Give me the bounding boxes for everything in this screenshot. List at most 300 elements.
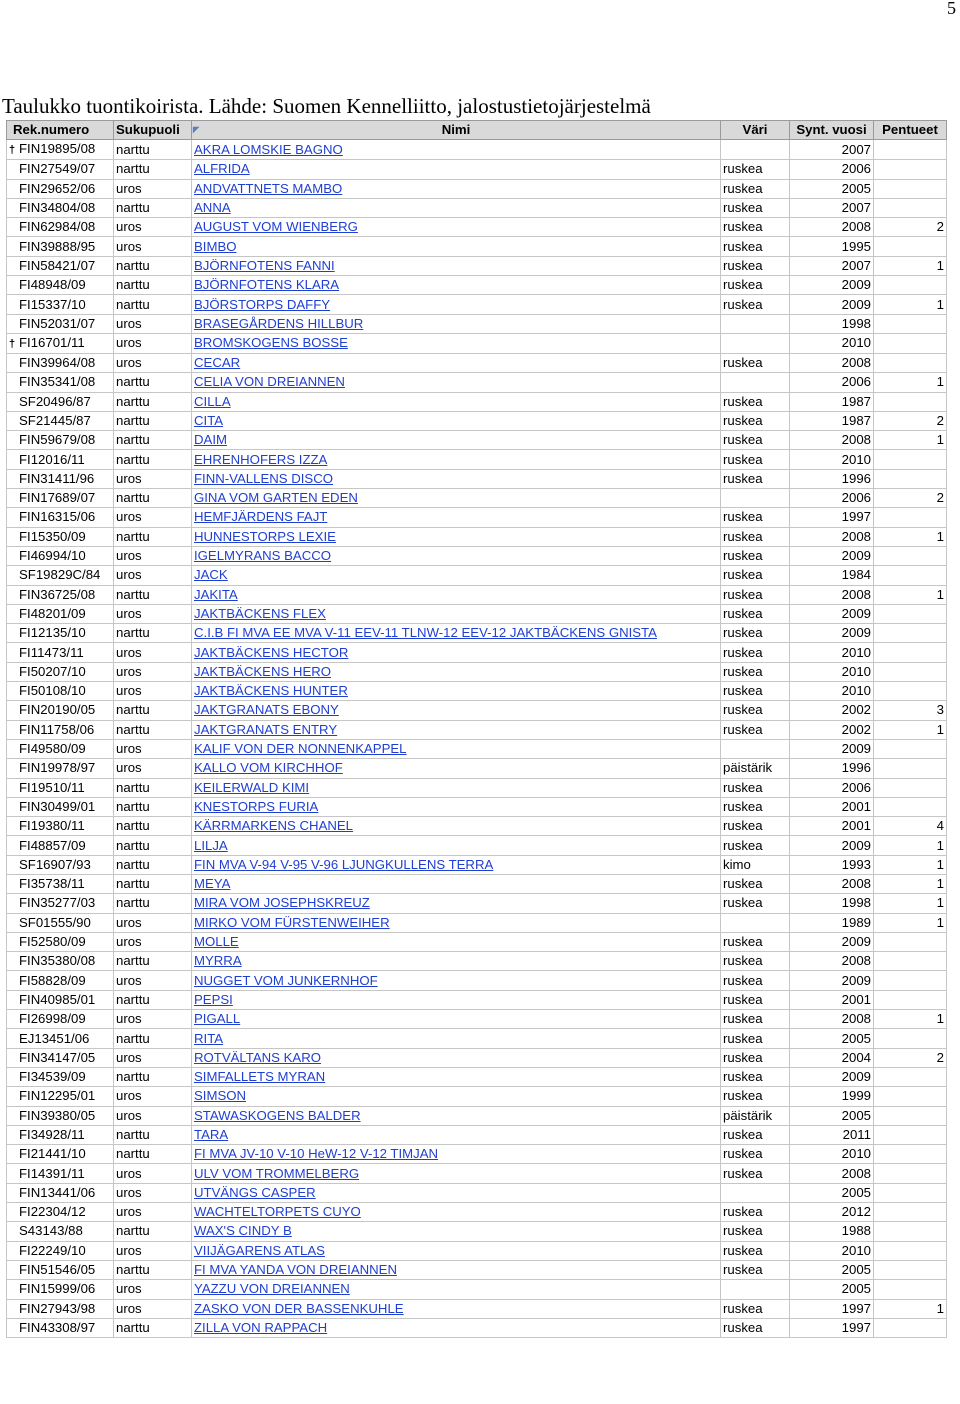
table-row	[7, 1203, 947, 1222]
reg-number-text: FI22249/10	[19, 1242, 86, 1258]
table-row	[7, 971, 947, 990]
reg-number-text: FIN34804/08	[19, 200, 96, 216]
cell-birth-year: 2009	[790, 932, 874, 951]
reg-number-text: FI15337/10	[19, 296, 86, 312]
cell-sex: narttu	[114, 855, 192, 874]
cell-reg-number	[7, 759, 114, 778]
cell-dog-name-link[interactable]: BJÖRNFOTENS KLARA	[192, 276, 721, 295]
cell-reg-number	[7, 624, 114, 643]
cell-litters	[874, 990, 947, 1009]
cell-sex: narttu	[114, 411, 192, 430]
cell-dog-name-link[interactable]: ZASKO VON DER BASSENKUHLE	[192, 1299, 721, 1318]
table-row	[7, 604, 947, 623]
cell-reg-number	[7, 739, 114, 758]
cell-sex: narttu	[114, 778, 192, 797]
cell-color: ruskea	[721, 469, 790, 488]
cell-color	[721, 314, 790, 333]
cell-reg-number	[7, 1145, 114, 1164]
reg-number-text: FIN31411/96	[19, 470, 95, 486]
cell-dog-name-link[interactable]: EHRENHOFERS IZZA	[192, 450, 721, 469]
cell-color: ruskea	[721, 1203, 790, 1222]
cell-color: ruskea	[721, 971, 790, 990]
reg-number-text: FIN59679/08	[19, 432, 96, 448]
table-row	[7, 682, 947, 701]
cell-birth-year: 2007	[790, 198, 874, 217]
cell-dog-name-link[interactable]: BRASEGÅRDENS HILLBUR	[192, 314, 721, 333]
cell-color	[721, 739, 790, 758]
cell-birth-year: 2009	[790, 295, 874, 314]
cell-litters	[874, 1241, 947, 1260]
cell-litters: 1	[874, 855, 947, 874]
cell-sex: narttu	[114, 894, 192, 913]
cell-sex: uros	[114, 237, 192, 256]
cell-color: ruskea	[721, 585, 790, 604]
cell-dog-name-link[interactable]: RITA	[192, 1029, 721, 1048]
cell-reg-number	[7, 1106, 114, 1125]
cell-birth-year: 2009	[790, 971, 874, 990]
cell-dog-name-link[interactable]: CILLA	[192, 392, 721, 411]
cell-dog-name-link[interactable]: HUNNESTORPS LEXIE	[192, 527, 721, 546]
cell-reg-number	[7, 160, 114, 179]
reg-number-text: FI12135/10	[19, 625, 86, 641]
cell-birth-year: 2005	[790, 1280, 874, 1299]
cell-sex: uros	[114, 546, 192, 565]
cell-dog-name-link[interactable]: SIMSON	[192, 1087, 721, 1106]
cell-birth-year: 2008	[790, 527, 874, 546]
table-row	[7, 218, 947, 237]
cell-litters	[874, 1145, 947, 1164]
cell-litters	[874, 469, 947, 488]
cell-reg-number	[7, 508, 114, 527]
cell-birth-year: 1987	[790, 392, 874, 411]
cell-dog-name-link[interactable]: KEILERWALD KIMI	[192, 778, 721, 797]
cell-sex: uros	[114, 218, 192, 237]
cell-sex: narttu	[114, 1318, 192, 1337]
cell-dog-name-link[interactable]: FI MVA YANDA VON DREIANNEN	[192, 1260, 721, 1279]
cell-dog-name-link[interactable]: BROMSKOGENS BOSSE	[192, 333, 721, 353]
cell-sex: uros	[114, 1241, 192, 1260]
cell-dog-name-link[interactable]: MIRA VOM JOSEPHSKREUZ	[192, 894, 721, 913]
cell-color: ruskea	[721, 701, 790, 720]
cell-dog-name-link[interactable]: JAKTGRANATS ENTRY	[192, 720, 721, 739]
cell-dog-name-link[interactable]: JAKITA	[192, 585, 721, 604]
cell-dog-name-link[interactable]: FINN-VALLENS DISCO	[192, 469, 721, 488]
cell-color: ruskea	[721, 160, 790, 179]
cell-birth-year: 2008	[790, 218, 874, 237]
cell-sex: uros	[114, 643, 192, 662]
cell-dog-name-link[interactable]: CECAR	[192, 353, 721, 372]
cell-color: ruskea	[721, 1067, 790, 1086]
cell-litters	[874, 179, 947, 198]
cell-dog-name-link[interactable]: KNESTORPS FURIA	[192, 797, 721, 816]
table-row	[7, 469, 947, 488]
cell-color: ruskea	[721, 546, 790, 565]
cell-color: ruskea	[721, 1010, 790, 1029]
cell-sex: narttu	[114, 373, 192, 392]
cell-sex: uros	[114, 913, 192, 932]
cell-sex: uros	[114, 333, 192, 353]
cell-dog-name-link[interactable]: CITA	[192, 411, 721, 430]
reg-number-text: FIN58421/07	[19, 257, 96, 273]
reg-number-text: FIN40985/01	[19, 991, 96, 1007]
table-row	[7, 662, 947, 681]
cell-dog-name-link[interactable]: UTVÄNGS CASPER	[192, 1183, 721, 1202]
cell-reg-number	[7, 1280, 114, 1299]
reg-number-text: FI12016/11	[19, 451, 85, 467]
cell-dog-name-link[interactable]: ZILLA VON RAPPACH	[192, 1318, 721, 1337]
cell-sex: narttu	[114, 527, 192, 546]
cell-dog-name-link[interactable]: KALIF VON DER NONNENKAPPEL	[192, 739, 721, 758]
cell-sex: narttu	[114, 1125, 192, 1144]
table-row	[7, 489, 947, 508]
cell-dog-name-link[interactable]: NUGGET VOM JUNKERNHOF	[192, 971, 721, 990]
cell-dog-name-link[interactable]: AKRA LOMSKIE BAGNO	[192, 140, 721, 160]
cell-litters	[874, 1029, 947, 1048]
cell-color: ruskea	[721, 179, 790, 198]
cell-birth-year: 1996	[790, 469, 874, 488]
cell-litters	[874, 1164, 947, 1183]
cell-litters	[874, 160, 947, 179]
table-row	[7, 778, 947, 797]
cell-litters	[874, 1106, 947, 1125]
reg-number-text: EJ13451/06	[19, 1030, 90, 1046]
cell-reg-number	[7, 373, 114, 392]
cell-dog-name-link[interactable]: VIIJÄGARENS ATLAS	[192, 1241, 721, 1260]
cell-sex: narttu	[114, 295, 192, 314]
deceased-cross-icon: †	[9, 144, 16, 157]
sort-marker-icon: ◤	[193, 125, 200, 134]
cell-birth-year: 2010	[790, 662, 874, 681]
cell-litters	[874, 333, 947, 353]
cell-reg-number	[7, 1241, 114, 1260]
cell-birth-year: 2008	[790, 952, 874, 971]
cell-birth-year: 2010	[790, 1145, 874, 1164]
cell-dog-name-link[interactable]: FIN MVA V-94 V-95 V-96 LJUNGKULLENS TERRA	[192, 855, 721, 874]
cell-sex: narttu	[114, 160, 192, 179]
cell-color: ruskea	[721, 411, 790, 430]
cell-litters	[874, 1087, 947, 1106]
cell-dog-name-link[interactable]: FI MVA JV-10 V-10 HeW-12 V-12 TIMJAN	[192, 1145, 721, 1164]
cell-reg-number	[7, 1183, 114, 1202]
cell-reg-number	[7, 836, 114, 855]
cell-dog-name-link[interactable]: TARA	[192, 1125, 721, 1144]
cell-dog-name-link[interactable]: C.I.B FI MVA EE MVA V-11 EEV-11 TLNW-12 EEV-12 JAKTBÄCKENS GNISTA	[192, 624, 721, 643]
cell-dog-name-link[interactable]: KÄRRMARKENS CHANEL	[192, 817, 721, 836]
cell-dog-name-link[interactable]: ANDVATTNETS MAMBO	[192, 179, 721, 198]
cell-color: ruskea	[721, 527, 790, 546]
cell-color: ruskea	[721, 990, 790, 1009]
cell-dog-name-link[interactable]: PIGALL	[192, 1010, 721, 1029]
cell-sex: narttu	[114, 585, 192, 604]
cell-litters	[874, 739, 947, 758]
table-row	[7, 237, 947, 256]
reg-number-text: FIN19895/08	[19, 141, 96, 157]
cell-litters: 1	[874, 836, 947, 855]
cell-birth-year: 2005	[790, 1029, 874, 1048]
cell-color: ruskea	[721, 932, 790, 951]
cell-dog-name-link[interactable]: BJÖRNFOTENS FANNI	[192, 256, 721, 275]
reg-number-text: FI11473/11	[19, 644, 84, 660]
table-row	[7, 314, 947, 333]
reg-number-text: FIN16315/06	[19, 509, 96, 525]
table-row	[7, 720, 947, 739]
cell-reg-number	[7, 1299, 114, 1318]
cell-sex: uros	[114, 662, 192, 681]
cell-sex: narttu	[114, 1145, 192, 1164]
cell-birth-year: 1989	[790, 913, 874, 932]
table-row	[7, 797, 947, 816]
reg-number-text: FIN27549/07	[19, 161, 96, 177]
cell-litters: 1	[874, 373, 947, 392]
reg-number-text: FI58828/09	[19, 972, 86, 988]
cell-dog-name-link[interactable]: YAZZU VON DREIANNEN	[192, 1280, 721, 1299]
cell-dog-name-link[interactable]: JAKTBÄCKENS HECTOR	[192, 643, 721, 662]
cell-reg-number	[7, 237, 114, 256]
cell-litters	[874, 198, 947, 217]
table-row	[7, 1164, 947, 1183]
cell-dog-name-link[interactable]: ANNA	[192, 198, 721, 217]
cell-litters: 1	[874, 874, 947, 893]
cell-sex: uros	[114, 1203, 192, 1222]
cell-reg-number	[7, 1087, 114, 1106]
cell-color: ruskea	[721, 624, 790, 643]
cell-dog-name-link[interactable]: JAKTBÄCKENS FLEX	[192, 604, 721, 623]
imported-dogs-table	[6, 120, 947, 1338]
table-row	[7, 585, 947, 604]
cell-birth-year: 2008	[790, 431, 874, 450]
cell-color: kimo	[721, 855, 790, 874]
cell-color: ruskea	[721, 836, 790, 855]
cell-dog-name-link[interactable]: ULV VOM TROMMELBERG	[192, 1164, 721, 1183]
cell-dog-name-link[interactable]: MIRKO VOM FÜRSTENWEIHER	[192, 913, 721, 932]
reg-number-text: FI48857/09	[19, 837, 86, 853]
cell-dog-name-link[interactable]: STAWASKOGENS BALDER	[192, 1106, 721, 1125]
table-row	[7, 624, 947, 643]
cell-dog-name-link[interactable]: KALLO VOM KIRCHHOF	[192, 759, 721, 778]
cell-sex: narttu	[114, 431, 192, 450]
cell-color: ruskea	[721, 450, 790, 469]
cell-sex: uros	[114, 739, 192, 758]
reg-number-text: FI50108/10	[19, 683, 86, 699]
cell-color: ruskea	[721, 643, 790, 662]
cell-reg-number	[7, 469, 114, 488]
cell-litters: 1	[874, 720, 947, 739]
cell-color: ruskea	[721, 508, 790, 527]
reg-number-text: FIN52031/07	[19, 315, 96, 331]
cell-dog-name-link[interactable]: SIMFALLETS MYRAN	[192, 1067, 721, 1086]
cell-dog-name-link[interactable]: JAKTBÄCKENS HUNTER	[192, 682, 721, 701]
cell-sex: narttu	[114, 720, 192, 739]
cell-birth-year: 2006	[790, 489, 874, 508]
cell-dog-name-link[interactable]: AUGUST VOM WIENBERG	[192, 218, 721, 237]
table-row	[7, 1106, 947, 1125]
cell-sex: narttu	[114, 198, 192, 217]
reg-number-text: FI34928/11	[19, 1126, 85, 1142]
cell-dog-name-link[interactable]: LILJA	[192, 836, 721, 855]
cell-birth-year: 1993	[790, 855, 874, 874]
cell-birth-year: 2008	[790, 1164, 874, 1183]
cell-birth-year: 2001	[790, 990, 874, 1009]
table-row	[7, 836, 947, 855]
table-row	[7, 759, 947, 778]
reg-number-text: S43143/88	[19, 1223, 83, 1239]
table-row	[7, 373, 947, 392]
cell-color: ruskea	[721, 566, 790, 585]
cell-birth-year: 2007	[790, 256, 874, 275]
cell-reg-number	[7, 682, 114, 701]
cell-sex: uros	[114, 1183, 192, 1202]
cell-sex: narttu	[114, 256, 192, 275]
cell-litters: 2	[874, 218, 947, 237]
table-row	[7, 566, 947, 585]
cell-dog-name-link[interactable]: DAIM	[192, 431, 721, 450]
cell-reg-number	[7, 450, 114, 469]
cell-dog-name-link[interactable]: JAKTBÄCKENS HERO	[192, 662, 721, 681]
table-row	[7, 256, 947, 275]
cell-dog-name-link[interactable]: JAKTGRANATS EBONY	[192, 701, 721, 720]
table-row	[7, 1260, 947, 1279]
cell-sex: uros	[114, 1010, 192, 1029]
cell-litters	[874, 1318, 947, 1337]
cell-sex: narttu	[114, 1260, 192, 1279]
cell-reg-number	[7, 913, 114, 932]
reg-number-text: FIN11758/06	[19, 721, 95, 737]
cell-litters	[874, 971, 947, 990]
cell-reg-number	[7, 546, 114, 565]
cell-color: päistärik	[721, 759, 790, 778]
cell-birth-year: 1988	[790, 1222, 874, 1241]
cell-color: ruskea	[721, 952, 790, 971]
header-name	[192, 121, 721, 140]
cell-color: ruskea	[721, 1125, 790, 1144]
reg-number-text: FI16701/11	[19, 334, 85, 350]
table-caption: Taulukko tuontikoirista. Lähde: Suomen Kennelliitto, jalostustietojärjestelmä	[2, 94, 651, 118]
table-header-row	[7, 121, 947, 140]
reg-number-text: FIN51546/05	[19, 1262, 96, 1278]
cell-sex: uros	[114, 1087, 192, 1106]
cell-birth-year: 1998	[790, 894, 874, 913]
table-row	[7, 894, 947, 913]
cell-reg-number	[7, 1222, 114, 1241]
cell-birth-year: 2008	[790, 1010, 874, 1029]
table-row	[7, 1318, 947, 1337]
table-row	[7, 1145, 947, 1164]
table-row	[7, 1222, 947, 1241]
cell-color: ruskea	[721, 276, 790, 295]
cell-dog-name-link[interactable]: WAX'S CINDY B	[192, 1222, 721, 1241]
cell-color: ruskea	[721, 1145, 790, 1164]
table-row	[7, 1241, 947, 1260]
table-row	[7, 392, 947, 411]
cell-sex: narttu	[114, 140, 192, 160]
reg-number-text: FI19510/11	[19, 779, 85, 795]
table-row	[7, 1010, 947, 1029]
cell-reg-number	[7, 797, 114, 816]
cell-sex: narttu	[114, 836, 192, 855]
cell-reg-number	[7, 333, 114, 353]
cell-birth-year: 1984	[790, 566, 874, 585]
cell-sex: uros	[114, 759, 192, 778]
cell-color: ruskea	[721, 778, 790, 797]
cell-dog-name-link[interactable]: IGELMYRANS BACCO	[192, 546, 721, 565]
cell-dog-name-link[interactable]: JACK	[192, 566, 721, 585]
cell-birth-year: 2004	[790, 1048, 874, 1067]
cell-sex: narttu	[114, 624, 192, 643]
cell-color	[721, 913, 790, 932]
cell-birth-year: 2009	[790, 276, 874, 295]
table-row	[7, 932, 947, 951]
reg-number-text: FIN13441/06	[19, 1184, 96, 1200]
cell-reg-number	[7, 971, 114, 990]
table-row	[7, 1299, 947, 1318]
cell-birth-year: 2010	[790, 450, 874, 469]
cell-dog-name-link[interactable]: BJÖRSTORPS DAFFY	[192, 295, 721, 314]
cell-litters: 2	[874, 1048, 947, 1067]
table-row	[7, 913, 947, 932]
cell-litters	[874, 604, 947, 623]
cell-dog-name-link[interactable]: CELIA VON DREIANNEN	[192, 373, 721, 392]
cell-dog-name-link[interactable]: BIMBO	[192, 237, 721, 256]
cell-dog-name-link[interactable]: PEPSI	[192, 990, 721, 1009]
reg-number-text: FI35738/11	[19, 876, 85, 892]
cell-dog-name-link[interactable]: ALFRIDA	[192, 160, 721, 179]
cell-litters: 3	[874, 701, 947, 720]
cell-litters: 1	[874, 431, 947, 450]
reg-number-text: FI49580/09	[19, 741, 86, 757]
header-litters: Pentueet	[874, 121, 947, 140]
table-row	[7, 333, 947, 353]
cell-reg-number	[7, 604, 114, 623]
header-name-label: Nimi	[441, 122, 471, 138]
cell-litters	[874, 546, 947, 565]
cell-litters	[874, 392, 947, 411]
cell-birth-year: 1999	[790, 1087, 874, 1106]
table-row	[7, 1048, 947, 1067]
cell-reg-number	[7, 276, 114, 295]
cell-reg-number	[7, 817, 114, 836]
cell-dog-name-link[interactable]: GINA VOM GARTEN EDEN	[192, 489, 721, 508]
cell-sex: narttu	[114, 817, 192, 836]
cell-dog-name-link[interactable]: MOLLE	[192, 932, 721, 951]
reg-number-text: FIN39888/95	[19, 238, 96, 254]
cell-dog-name-link[interactable]: MEYA	[192, 874, 721, 893]
cell-color: ruskea	[721, 662, 790, 681]
cell-dog-name-link[interactable]: HEMFJÄRDENS FAJT	[192, 508, 721, 527]
cell-litters: 1	[874, 1010, 947, 1029]
table-row	[7, 527, 947, 546]
cell-reg-number	[7, 990, 114, 1009]
cell-sex: uros	[114, 682, 192, 701]
cell-birth-year: 2006	[790, 160, 874, 179]
reg-number-text: SF19829C/84	[19, 567, 101, 583]
cell-birth-year: 2002	[790, 720, 874, 739]
cell-litters	[874, 314, 947, 333]
reg-number-text: FI48948/09	[19, 277, 86, 293]
cell-dog-name-link[interactable]: ROTVÄLTANS KARO	[192, 1048, 721, 1067]
cell-color: ruskea	[721, 1260, 790, 1279]
cell-reg-number	[7, 952, 114, 971]
cell-litters	[874, 140, 947, 160]
header-color: Väri	[721, 121, 790, 140]
cell-sex: uros	[114, 971, 192, 990]
cell-color: ruskea	[721, 604, 790, 623]
cell-dog-name-link[interactable]: MYRRA	[192, 952, 721, 971]
cell-litters	[874, 1222, 947, 1241]
cell-dog-name-link[interactable]: WACHTELTORPETS CUYO	[192, 1203, 721, 1222]
cell-birth-year: 2010	[790, 1241, 874, 1260]
deceased-cross-icon: †	[9, 337, 16, 350]
cell-sex: uros	[114, 604, 192, 623]
